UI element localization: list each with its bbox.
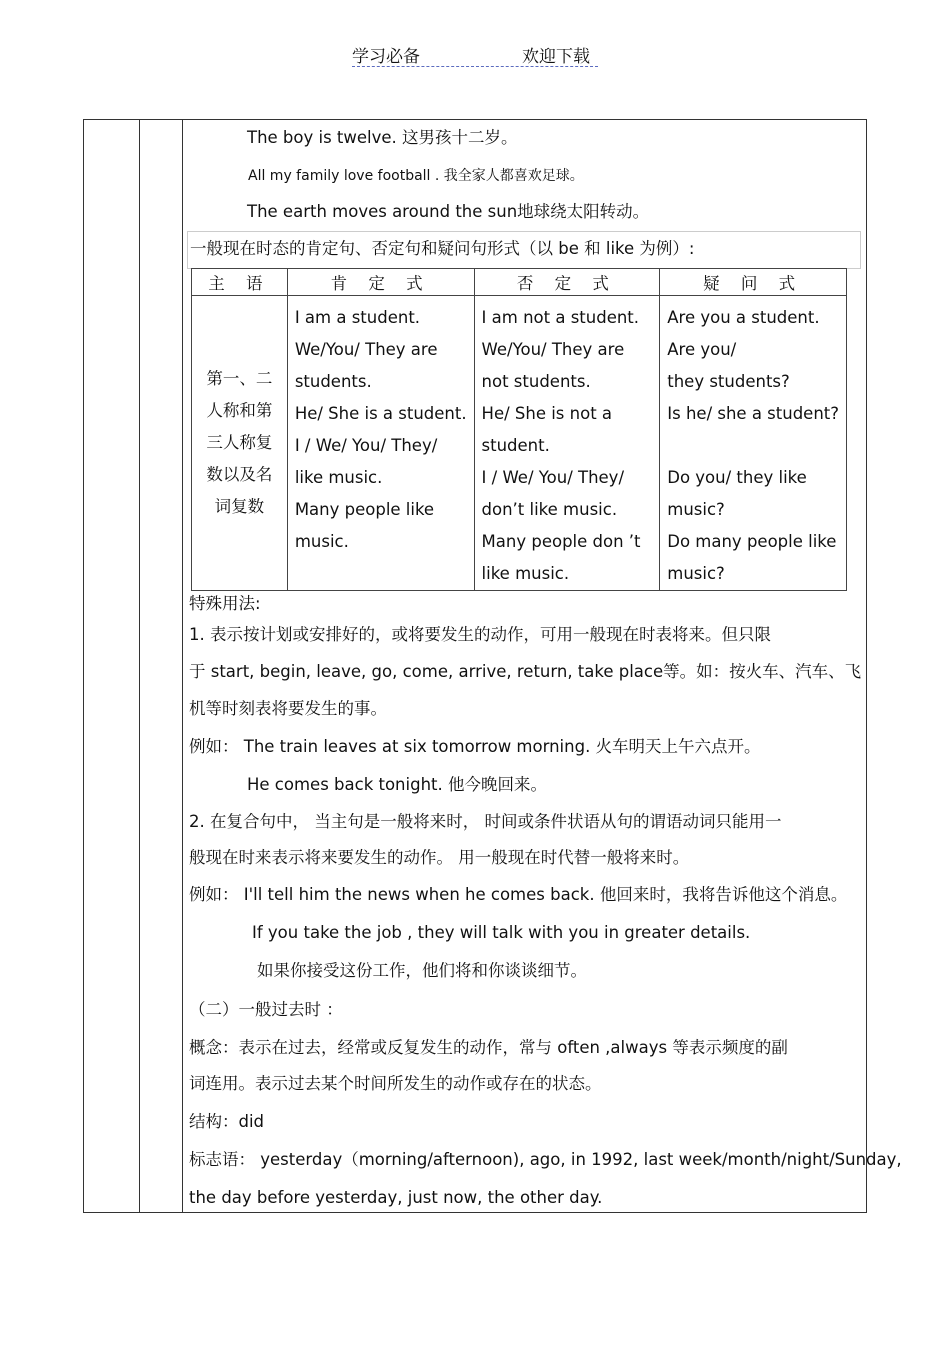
affirmative-line: students. [294, 372, 372, 391]
example-2: If you take the job , they will talk with you in greater details. [252, 923, 751, 942]
negative-line: He/ She is not a [481, 404, 613, 423]
example-1: 例如： The train leaves at six tomorrow morning. 火车明天上午六点开。 [189, 737, 761, 756]
table-row [192, 296, 847, 591]
simple-past-concept: 词连用。表示过去某个时间所发生的动作或存在的状态。 [189, 1074, 602, 1093]
forms-table [191, 268, 847, 591]
subject-line: 三人称复 [206, 433, 273, 452]
negative-cell [474, 296, 660, 591]
negative-line: student. [481, 436, 550, 455]
example-line-3: The earth moves around the sun地球绕太阳转动。 [247, 202, 650, 221]
affirmative-line: We/You/ They are [294, 340, 438, 359]
question-line: Is he/ she a student? [667, 404, 840, 423]
simple-past-title: （二）一般过去时 ： [189, 1000, 343, 1019]
subject-line: 第一、二 [206, 369, 273, 388]
simple-past-markers: the day before yesterday, just now, the other day. [189, 1188, 603, 1207]
column-divider-2 [182, 119, 183, 1213]
question-cell [660, 296, 847, 591]
simple-past-markers: 标志语： yesterday（morning/afternoon), ago, in 1992, last week/month/night/Sunday, [189, 1150, 902, 1169]
page-header [352, 42, 598, 67]
negative-line: I am not a student. [481, 308, 640, 327]
example-line-2: All my family love football . 我全家人都喜欢足球。 [248, 168, 584, 184]
subject-line: 人称和第 [206, 401, 273, 420]
simple-past-structure: 结构：did [189, 1112, 265, 1131]
affirmative-line: like music. [294, 468, 383, 487]
subject-line: 数以及名 [206, 465, 273, 484]
affirmative-line: I am a student. [294, 308, 421, 327]
example-2: 例如： I'll tell him the news when he comes back. 他回来时，我将告诉他这个消息。 [189, 885, 848, 904]
negative-line: don’t like music. [481, 500, 618, 519]
subject-line: 词复数 [214, 497, 265, 516]
question-line: Do you/ they like [667, 468, 807, 487]
example-1: He comes back tonight. 他今晚回来。 [247, 775, 547, 794]
special-usage-p1: 1. 表示按计划或安排好的，或将要发生的动作，可用一般现在时表将来。但只限 [189, 625, 771, 644]
forms-intro: 一般现在时态的肯定句、否定句和疑问句形式（以 be 和 like 为例）: [190, 239, 695, 258]
special-usage-p2: 般现在时来表示将来要发生的动作。 用一般现在时代替一般将来时。 [189, 848, 690, 867]
affirmative-line: Many people like [294, 500, 435, 519]
special-usage-p2: 2. 在复合句中， 当主句是一般将来时， 时间或条件状语从句的谓语动词只能用一 [189, 812, 782, 831]
subject-cell [192, 296, 288, 591]
question-line: they students? [667, 372, 790, 391]
negative-line: not students. [481, 372, 591, 391]
header-question: 疑 问 式 [660, 269, 847, 296]
special-usage-title: 特殊用法: [189, 594, 261, 613]
example-line-1: The boy is twelve. 这男孩十二岁。 [247, 128, 518, 147]
simple-past-concept: 概念：表示在过去，经常或反复发生的动作，常与 often ,always 等表示频度的副 [189, 1038, 788, 1057]
question-line [667, 430, 840, 462]
question-line: Do many people like [667, 532, 837, 551]
table-header-row [192, 269, 847, 296]
question-line: music? [667, 500, 725, 519]
question-line: music? [667, 564, 725, 583]
affirmative-cell [287, 296, 474, 591]
header-left: 学习必备 [352, 47, 420, 67]
example-2: 如果你接受这份工作，他们将和你谈谈细节。 [257, 961, 587, 980]
column-divider-1 [139, 119, 140, 1213]
header-negative: 否 定 式 [474, 269, 660, 296]
negative-line: Many people don ’t [481, 532, 641, 551]
header-affirmative: 肯 定 式 [287, 269, 474, 296]
negative-line: We/You/ They are [481, 340, 625, 359]
negative-line: I / We/ You/ They/ [481, 468, 625, 487]
negative-line: like music. [481, 564, 570, 583]
affirmative-line: music. [294, 532, 349, 551]
question-line: Are you a student. [667, 308, 820, 327]
affirmative-line: I / We/ You/ They/ [294, 436, 438, 455]
header-right: 欢迎下载 [522, 47, 590, 67]
special-usage-p1: 于 start, begin, leave, go, come, arrive, return, take place等。如：按火车、汽车、飞 [189, 662, 862, 681]
affirmative-line: He/ She is a student. [294, 404, 467, 423]
question-line: Are you/ [667, 340, 737, 359]
header-subject: 主 语 [192, 269, 288, 296]
special-usage-p1: 机等时刻表将要发生的事。 [189, 699, 387, 718]
